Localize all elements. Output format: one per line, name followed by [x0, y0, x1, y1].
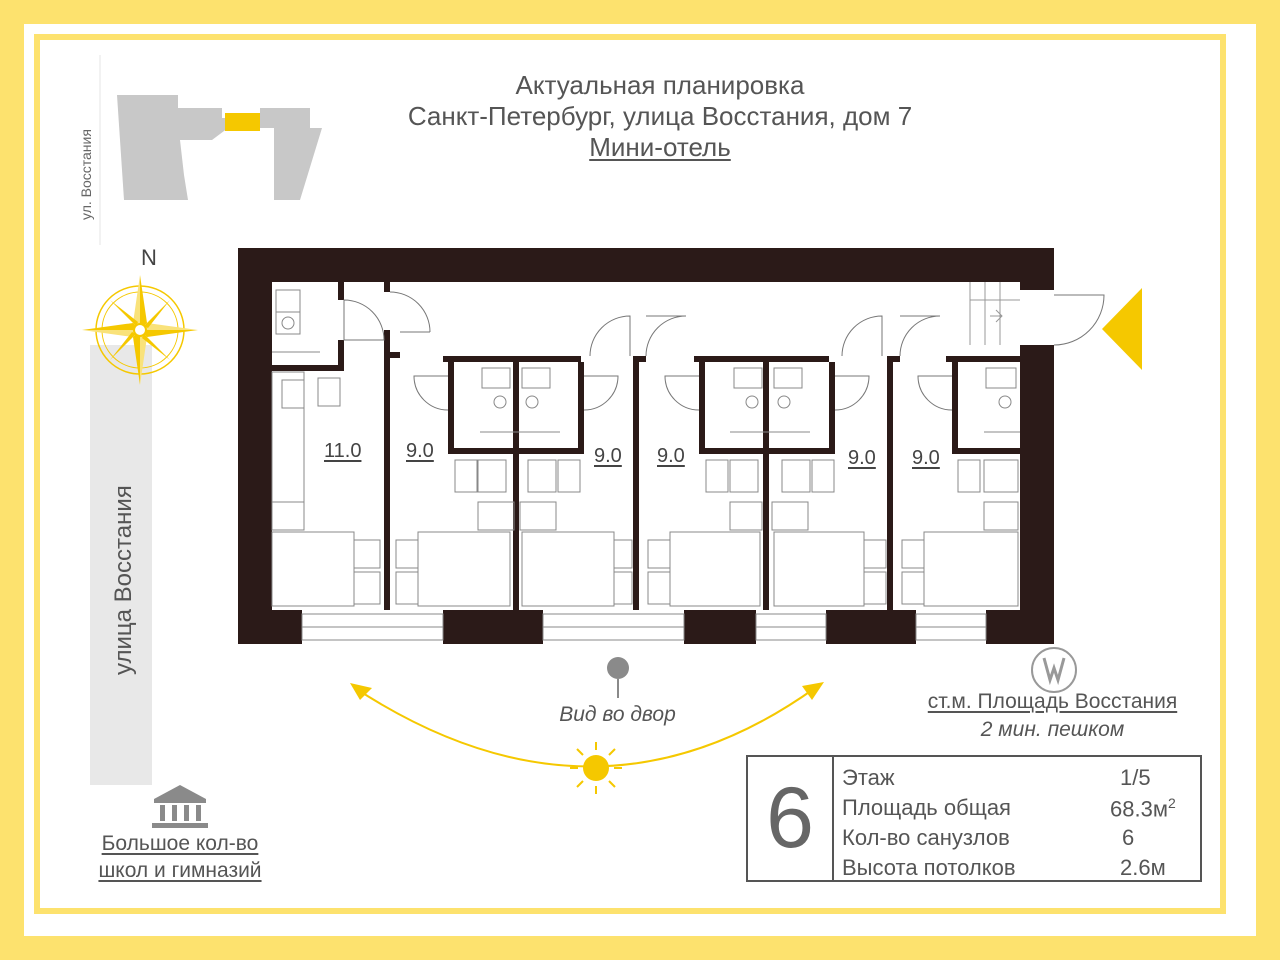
header-address: Санкт-Петербург, улица Восстания, дом 7 [407, 101, 913, 131]
room-area-2: 9.0 [406, 440, 434, 462]
door-swings [344, 292, 1104, 410]
street-label-large-text: улица Восстания [110, 485, 137, 675]
info-label-ceiling: Высота потолков [842, 855, 1016, 880]
sun-path-arrow-right [802, 682, 824, 700]
entry-stairs [970, 282, 1020, 345]
header-subtitle: Мини-отель [589, 132, 731, 162]
kitchen-fixtures [272, 372, 1018, 530]
info-value-area-number: 68.3м [1110, 796, 1168, 822]
room-area-3: 9.0 [594, 445, 622, 467]
info-label-area: Площадь общая [842, 795, 1011, 820]
building-columns-icon [152, 785, 208, 828]
view-label: Вид во двор [559, 703, 676, 726]
metro-icon [1032, 648, 1076, 692]
schools-note [70, 830, 290, 884]
room-area-6: 9.0 [912, 447, 940, 469]
info-value-area [1110, 795, 1176, 822]
info-label-bathrooms: Кол-во санузлов [842, 825, 1010, 850]
metro-station: ст.м. Площадь Восстания [927, 690, 1178, 713]
entrance-arrow-icon [1102, 288, 1142, 370]
info-value-area-sup: 2 [1167, 795, 1176, 811]
header-title: Актуальная планировка [515, 70, 805, 100]
sun-icon [570, 742, 622, 794]
schools-line-1: Большое кол-во [101, 832, 259, 855]
schools-line-2: школ и гимназий [98, 859, 262, 882]
metro-info [895, 690, 1210, 742]
info-box [746, 755, 1202, 882]
location-pin-icon [607, 657, 629, 698]
info-label-floor: Этаж [842, 765, 895, 790]
info-value-ceiling: 2.6м [1120, 855, 1166, 880]
street-label-small-text: ул. Восстания [78, 129, 94, 220]
north-label: N [141, 245, 157, 270]
room-area-4: 9.0 [657, 445, 685, 467]
info-value-floor: 1/5 [1120, 765, 1151, 790]
info-value-bathrooms: 6 [1122, 825, 1135, 850]
info-number: 6 [748, 757, 834, 880]
room-area-1: 11.0 [324, 440, 362, 462]
beds [272, 532, 1018, 606]
room-area-5: 9.0 [848, 447, 876, 469]
metro-walk-time: 2 мин. пешком [980, 718, 1125, 741]
